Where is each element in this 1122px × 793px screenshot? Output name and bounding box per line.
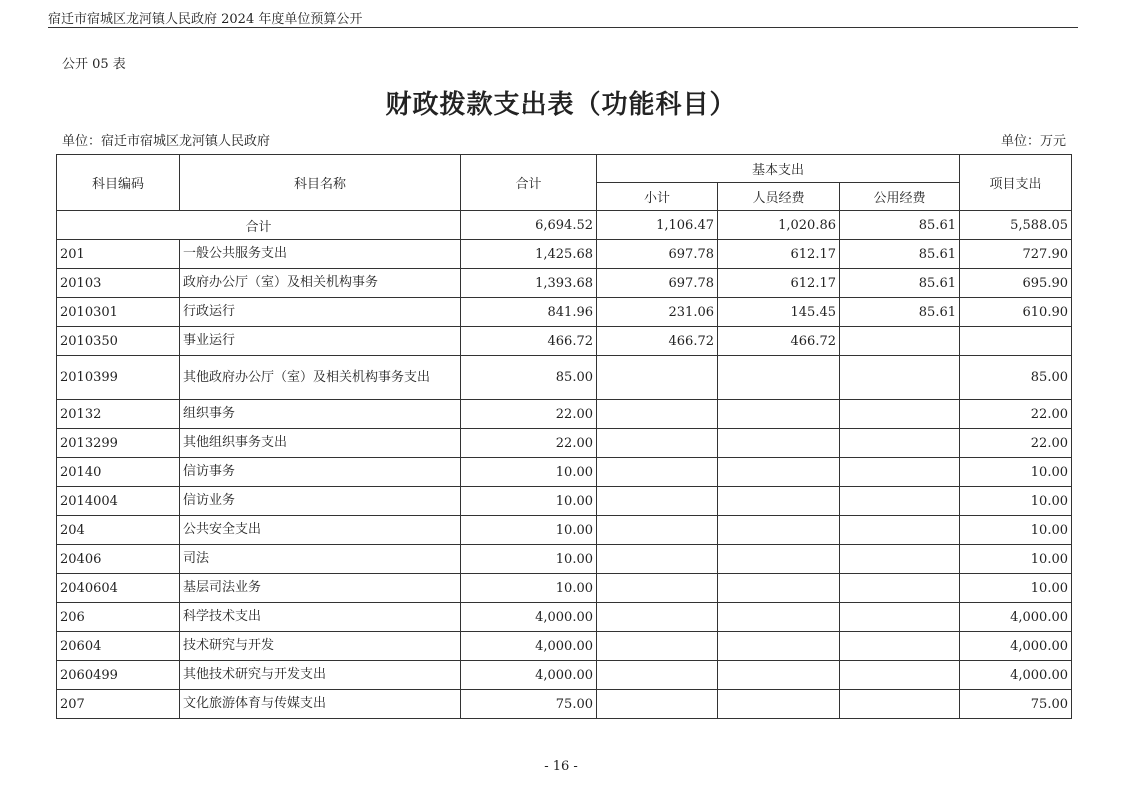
subtotal-cell — [597, 632, 718, 661]
public-cell — [840, 574, 960, 603]
subtotal-cell — [597, 356, 718, 400]
personnel-cell — [718, 487, 840, 516]
total-cell: 10.00 — [461, 487, 597, 516]
personnel-cell — [718, 603, 840, 632]
public-cell — [840, 429, 960, 458]
total-cell: 841.96 — [461, 298, 597, 327]
subtotal-cell — [597, 429, 718, 458]
public-cell — [840, 458, 960, 487]
project-cell: 5,588.05 — [960, 211, 1072, 240]
total-cell: 1,393.68 — [461, 269, 597, 298]
name-cell: 一般公共服务支出 — [180, 240, 461, 269]
personnel-cell: 145.45 — [718, 298, 840, 327]
name-cell: 文化旅游体育与传媒支出 — [180, 690, 461, 719]
table-row — [57, 690, 1072, 719]
table-row — [57, 400, 1072, 429]
total-cell: 10.00 — [461, 458, 597, 487]
name-cell: 公共安全支出 — [180, 516, 461, 545]
total-cell: 85.00 — [461, 356, 597, 400]
project-cell: 10.00 — [960, 487, 1072, 516]
expenditure-table — [56, 154, 1072, 719]
public-cell — [840, 327, 960, 356]
subtotal-cell — [597, 661, 718, 690]
subtotal-cell — [597, 400, 718, 429]
code-cell: 206 — [57, 603, 180, 632]
code-cell: 201 — [57, 240, 180, 269]
project-cell: 10.00 — [960, 458, 1072, 487]
table-row — [57, 240, 1072, 269]
total-label: 合计 — [57, 211, 461, 240]
subtotal-cell — [597, 574, 718, 603]
code-cell: 2014004 — [57, 487, 180, 516]
personnel-cell — [718, 690, 840, 719]
public-cell — [840, 487, 960, 516]
public-cell — [840, 545, 960, 574]
public-cell: 85.61 — [840, 240, 960, 269]
code-cell: 2010301 — [57, 298, 180, 327]
code-cell: 20140 — [57, 458, 180, 487]
form-number: 公开 05 表 — [62, 57, 126, 72]
public-cell — [840, 356, 960, 400]
project-cell: 10.00 — [960, 574, 1072, 603]
header-subtotal: 小计 — [597, 183, 718, 211]
name-cell: 其他技术研究与开发支出 — [180, 661, 461, 690]
public-cell — [840, 400, 960, 429]
total-cell: 6,694.52 — [461, 211, 597, 240]
name-cell: 行政运行 — [180, 298, 461, 327]
unit-name: 单位：宿迁市宿城区龙河镇人民政府 — [62, 134, 271, 149]
subtotal-cell — [597, 487, 718, 516]
subtotal-cell: 1,106.47 — [597, 211, 718, 240]
currency-unit: 单位：万元 — [1000, 134, 1066, 149]
total-cell: 22.00 — [461, 429, 597, 458]
name-cell: 技术研究与开发 — [180, 632, 461, 661]
table-row — [57, 487, 1072, 516]
code-cell: 20103 — [57, 269, 180, 298]
header-project: 项目支出 — [960, 155, 1072, 211]
name-cell: 科学技术支出 — [180, 603, 461, 632]
header-total: 合计 — [461, 155, 597, 211]
name-cell: 信访事务 — [180, 458, 461, 487]
table-row — [57, 298, 1072, 327]
table-row — [57, 516, 1072, 545]
personnel-cell: 466.72 — [718, 327, 840, 356]
personnel-cell — [718, 574, 840, 603]
name-cell: 事业运行 — [180, 327, 461, 356]
header-divider — [48, 27, 1078, 28]
table-row — [57, 458, 1072, 487]
header-basic: 基本支出 — [597, 155, 960, 183]
name-cell: 政府办公厅（室）及相关机构事务 — [180, 269, 461, 298]
subtotal-cell: 697.78 — [597, 240, 718, 269]
total-cell: 4,000.00 — [461, 632, 597, 661]
subtotal-cell — [597, 516, 718, 545]
name-cell: 其他政府办公厅（室）及相关机构事务支出 — [180, 356, 461, 400]
public-cell — [840, 690, 960, 719]
project-cell: 85.00 — [960, 356, 1072, 400]
name-cell: 信访业务 — [180, 487, 461, 516]
code-cell: 2060499 — [57, 661, 180, 690]
personnel-cell: 612.17 — [718, 240, 840, 269]
personnel-cell: 1,020.86 — [718, 211, 840, 240]
code-cell: 2010399 — [57, 356, 180, 400]
total-cell: 10.00 — [461, 574, 597, 603]
page-title: 财政拨款支出表（功能科目） — [385, 90, 737, 120]
header-personnel: 人员经费 — [718, 183, 840, 211]
personnel-cell — [718, 661, 840, 690]
total-cell: 22.00 — [461, 400, 597, 429]
public-cell — [840, 661, 960, 690]
page-number: - 16 - — [544, 759, 578, 774]
table-row — [57, 661, 1072, 690]
project-cell: 727.90 — [960, 240, 1072, 269]
public-cell — [840, 516, 960, 545]
project-cell: 4,000.00 — [960, 603, 1072, 632]
public-cell: 85.61 — [840, 211, 960, 240]
personnel-cell — [718, 429, 840, 458]
code-cell: 20132 — [57, 400, 180, 429]
code-cell: 2013299 — [57, 429, 180, 458]
code-cell: 2010350 — [57, 327, 180, 356]
project-cell: 695.90 — [960, 269, 1072, 298]
project-cell: 22.00 — [960, 400, 1072, 429]
subtotal-cell — [597, 690, 718, 719]
project-cell: 22.00 — [960, 429, 1072, 458]
public-cell: 85.61 — [840, 269, 960, 298]
project-cell: 75.00 — [960, 690, 1072, 719]
document-header: 宿迁市宿城区龙河镇人民政府 2024 年度单位预算公开 — [48, 12, 363, 27]
project-cell: 10.00 — [960, 545, 1072, 574]
personnel-cell — [718, 632, 840, 661]
header-name: 科目名称 — [180, 155, 461, 211]
header-public: 公用经费 — [840, 183, 960, 211]
table-row — [57, 356, 1072, 400]
project-cell — [960, 327, 1072, 356]
name-cell: 基层司法业务 — [180, 574, 461, 603]
personnel-cell — [718, 545, 840, 574]
total-cell: 466.72 — [461, 327, 597, 356]
subtotal-cell — [597, 603, 718, 632]
name-cell: 司法 — [180, 545, 461, 574]
personnel-cell — [718, 458, 840, 487]
code-cell: 2040604 — [57, 574, 180, 603]
table-row — [57, 545, 1072, 574]
table-row — [57, 632, 1072, 661]
public-cell — [840, 632, 960, 661]
code-cell: 20604 — [57, 632, 180, 661]
personnel-cell — [718, 400, 840, 429]
project-cell: 10.00 — [960, 516, 1072, 545]
subtotal-cell: 697.78 — [597, 269, 718, 298]
total-cell: 10.00 — [461, 516, 597, 545]
subtotal-cell: 231.06 — [597, 298, 718, 327]
table-row — [57, 574, 1072, 603]
total-cell: 75.00 — [461, 690, 597, 719]
total-cell: 4,000.00 — [461, 661, 597, 690]
code-cell: 20406 — [57, 545, 180, 574]
subtotal-cell — [597, 545, 718, 574]
total-row — [57, 211, 1072, 240]
table-row — [57, 269, 1072, 298]
project-cell: 610.90 — [960, 298, 1072, 327]
table-row — [57, 429, 1072, 458]
total-cell: 1,425.68 — [461, 240, 597, 269]
personnel-cell — [718, 356, 840, 400]
project-cell: 4,000.00 — [960, 632, 1072, 661]
total-cell: 10.00 — [461, 545, 597, 574]
subtotal-cell: 466.72 — [597, 327, 718, 356]
personnel-cell — [718, 516, 840, 545]
table-row — [57, 603, 1072, 632]
public-cell — [840, 603, 960, 632]
subtotal-cell — [597, 458, 718, 487]
code-cell: 207 — [57, 690, 180, 719]
code-cell: 204 — [57, 516, 180, 545]
project-cell: 4,000.00 — [960, 661, 1072, 690]
header-code: 科目编码 — [57, 155, 180, 211]
name-cell: 组织事务 — [180, 400, 461, 429]
name-cell: 其他组织事务支出 — [180, 429, 461, 458]
personnel-cell: 612.17 — [718, 269, 840, 298]
total-cell: 4,000.00 — [461, 603, 597, 632]
table-row — [57, 327, 1072, 356]
public-cell: 85.61 — [840, 298, 960, 327]
